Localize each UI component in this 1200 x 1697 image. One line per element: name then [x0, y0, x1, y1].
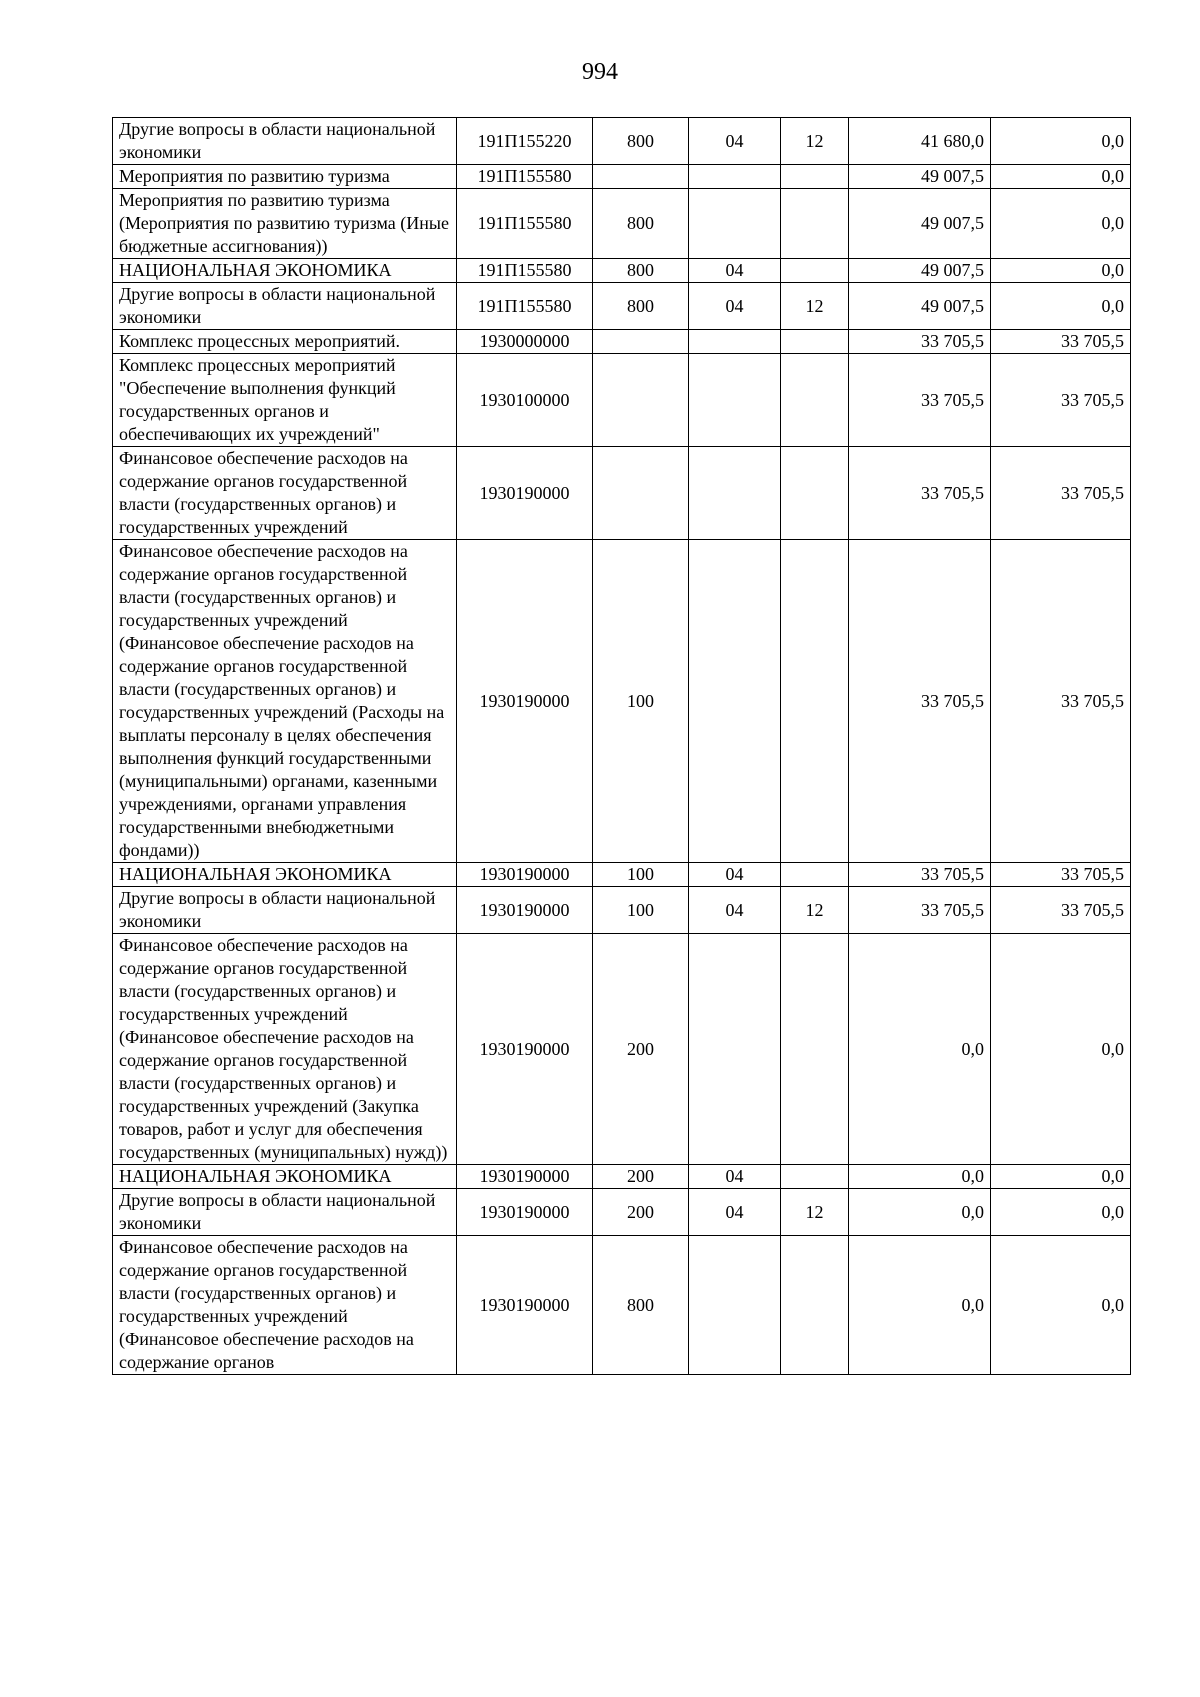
- target-code-cell: 1930190000: [457, 540, 593, 863]
- section-cell: [689, 540, 781, 863]
- amount-year2-cell: 0,0: [991, 1165, 1131, 1189]
- expense-type-cell: 800: [593, 189, 689, 259]
- subsection-cell: 12: [781, 118, 849, 165]
- section-cell: [689, 447, 781, 540]
- amount-year2-cell: 33 705,5: [991, 540, 1131, 863]
- table-row: [113, 283, 1131, 330]
- section-cell: 04: [689, 283, 781, 330]
- budget-table-body: [113, 118, 1131, 1375]
- item-name-cell: Комплекс процессных мероприятий "Обеспечение выполнения функций государственных органов и обеспечивающих их учреждений": [113, 354, 457, 447]
- target-code-cell: 1930190000: [457, 447, 593, 540]
- table-row: [113, 934, 1131, 1165]
- amount-year2-cell: 33 705,5: [991, 447, 1131, 540]
- expense-type-cell: 800: [593, 118, 689, 165]
- amount-year1-cell: 0,0: [849, 1236, 991, 1375]
- amount-year1-cell: 0,0: [849, 1189, 991, 1236]
- subsection-cell: [781, 1165, 849, 1189]
- amount-year2-cell: 0,0: [991, 118, 1131, 165]
- amount-year1-cell: 49 007,5: [849, 283, 991, 330]
- expense-type-cell: [593, 165, 689, 189]
- table-row: [113, 189, 1131, 259]
- amount-year1-cell: 49 007,5: [849, 189, 991, 259]
- amount-year2-cell: 33 705,5: [991, 887, 1131, 934]
- subsection-cell: [781, 934, 849, 1165]
- section-cell: 04: [689, 118, 781, 165]
- section-cell: [689, 934, 781, 1165]
- subsection-cell: [781, 540, 849, 863]
- subsection-cell: [781, 863, 849, 887]
- table-row: [113, 887, 1131, 934]
- table-row: [113, 118, 1131, 165]
- target-code-cell: 1930000000: [457, 330, 593, 354]
- item-name-cell: Другие вопросы в области национальной экономики: [113, 1189, 457, 1236]
- amount-year1-cell: 49 007,5: [849, 165, 991, 189]
- table-row: [113, 863, 1131, 887]
- target-code-cell: 191П155580: [457, 189, 593, 259]
- amount-year1-cell: 0,0: [849, 934, 991, 1165]
- amount-year2-cell: 0,0: [991, 259, 1131, 283]
- expense-type-cell: [593, 330, 689, 354]
- item-name-cell: Комплекс процессных мероприятий.: [113, 330, 457, 354]
- amount-year1-cell: 33 705,5: [849, 540, 991, 863]
- target-code-cell: 1930190000: [457, 1165, 593, 1189]
- item-name-cell: НАЦИОНАЛЬНАЯ ЭКОНОМИКА: [113, 863, 457, 887]
- target-code-cell: 1930190000: [457, 863, 593, 887]
- table-row: [113, 354, 1131, 447]
- section-cell: [689, 1236, 781, 1375]
- amount-year1-cell: 41 680,0: [849, 118, 991, 165]
- expense-type-cell: 200: [593, 934, 689, 1165]
- page-number: 994: [582, 59, 618, 85]
- item-name-cell: Другие вопросы в области национальной экономики: [113, 887, 457, 934]
- target-code-cell: 191П155220: [457, 118, 593, 165]
- target-code-cell: 1930190000: [457, 934, 593, 1165]
- target-code-cell: 191П155580: [457, 283, 593, 330]
- amount-year1-cell: 0,0: [849, 1165, 991, 1189]
- expense-type-cell: 200: [593, 1189, 689, 1236]
- target-code-cell: 1930190000: [457, 1236, 593, 1375]
- amount-year1-cell: 33 705,5: [849, 863, 991, 887]
- item-name-cell: Финансовое обеспечение расходов на содержание органов государственной власти (государственных органов) и государственных учреждений (Финансовое обеспечение расходов на содержание органов: [113, 1236, 457, 1375]
- item-name-cell: Другие вопросы в области национальной экономики: [113, 283, 457, 330]
- amount-year1-cell: 49 007,5: [849, 259, 991, 283]
- target-code-cell: 1930100000: [457, 354, 593, 447]
- subsection-cell: 12: [781, 1189, 849, 1236]
- item-name-cell: Мероприятия по развитию туризма (Мероприятия по развитию туризма (Иные бюджетные ассигнования)): [113, 189, 457, 259]
- expense-type-cell: 200: [593, 1165, 689, 1189]
- budget-table: [112, 117, 1131, 1375]
- target-code-cell: 191П155580: [457, 259, 593, 283]
- section-cell: 04: [689, 1189, 781, 1236]
- amount-year2-cell: 0,0: [991, 934, 1131, 1165]
- amount-year2-cell: 0,0: [991, 1236, 1131, 1375]
- expense-type-cell: 800: [593, 283, 689, 330]
- table-row: [113, 1165, 1131, 1189]
- amount-year1-cell: 33 705,5: [849, 447, 991, 540]
- table-row: [113, 447, 1131, 540]
- section-cell: 04: [689, 863, 781, 887]
- subsection-cell: [781, 165, 849, 189]
- amount-year2-cell: 33 705,5: [991, 330, 1131, 354]
- item-name-cell: Другие вопросы в области национальной экономики: [113, 118, 457, 165]
- item-name-cell: Мероприятия по развитию туризма: [113, 165, 457, 189]
- expense-type-cell: [593, 447, 689, 540]
- item-name-cell: Финансовое обеспечение расходов на содержание органов государственной власти (государственных органов) и государственных учреждений (Финансовое обеспечение расходов на содержание органов государственной власти (государственных органов) и государственных учреждений (Закупка товаров, работ и услуг для обеспечения государственных (муниципальных) нужд)): [113, 934, 457, 1165]
- amount-year2-cell: 33 705,5: [991, 354, 1131, 447]
- subsection-cell: [781, 447, 849, 540]
- item-name-cell: Финансовое обеспечение расходов на содержание органов государственной власти (государственных органов) и государственных учреждений: [113, 447, 457, 540]
- target-code-cell: 191П155580: [457, 165, 593, 189]
- expense-type-cell: 100: [593, 887, 689, 934]
- amount-year2-cell: 0,0: [991, 189, 1131, 259]
- section-cell: [689, 165, 781, 189]
- subsection-cell: [781, 1236, 849, 1375]
- section-cell: 04: [689, 887, 781, 934]
- amount-year1-cell: 33 705,5: [849, 330, 991, 354]
- section-cell: [689, 354, 781, 447]
- expense-type-cell: 800: [593, 259, 689, 283]
- amount-year2-cell: 0,0: [991, 283, 1131, 330]
- section-cell: [689, 189, 781, 259]
- amount-year2-cell: 0,0: [991, 1189, 1131, 1236]
- amount-year1-cell: 33 705,5: [849, 887, 991, 934]
- subsection-cell: 12: [781, 887, 849, 934]
- subsection-cell: [781, 330, 849, 354]
- target-code-cell: 1930190000: [457, 1189, 593, 1236]
- section-cell: 04: [689, 259, 781, 283]
- section-cell: [689, 330, 781, 354]
- subsection-cell: [781, 189, 849, 259]
- subsection-cell: [781, 259, 849, 283]
- item-name-cell: НАЦИОНАЛЬНАЯ ЭКОНОМИКА: [113, 1165, 457, 1189]
- item-name-cell: НАЦИОНАЛЬНАЯ ЭКОНОМИКА: [113, 259, 457, 283]
- amount-year2-cell: 0,0: [991, 165, 1131, 189]
- table-row: [113, 330, 1131, 354]
- target-code-cell: 1930190000: [457, 887, 593, 934]
- amount-year2-cell: 33 705,5: [991, 863, 1131, 887]
- subsection-cell: [781, 354, 849, 447]
- expense-type-cell: 100: [593, 863, 689, 887]
- item-name-cell: Финансовое обеспечение расходов на содержание органов государственной власти (государственных органов) и государственных учреждений (Финансовое обеспечение расходов на содержание органов государственной власти (государственных органов) и государственных учреждений (Расходы на выплаты персоналу в целях обеспечения выполнения функций государственными (муниципальными) органами, казенными учреждениями, органами управления государственными внебюджетными фондами)): [113, 540, 457, 863]
- expense-type-cell: 100: [593, 540, 689, 863]
- subsection-cell: 12: [781, 283, 849, 330]
- table-row: [113, 1189, 1131, 1236]
- expense-type-cell: [593, 354, 689, 447]
- table-row: [113, 1236, 1131, 1375]
- amount-year1-cell: 33 705,5: [849, 354, 991, 447]
- section-cell: 04: [689, 1165, 781, 1189]
- expense-type-cell: 800: [593, 1236, 689, 1375]
- table-row: [113, 540, 1131, 863]
- table-row: [113, 259, 1131, 283]
- table-row: [113, 165, 1131, 189]
